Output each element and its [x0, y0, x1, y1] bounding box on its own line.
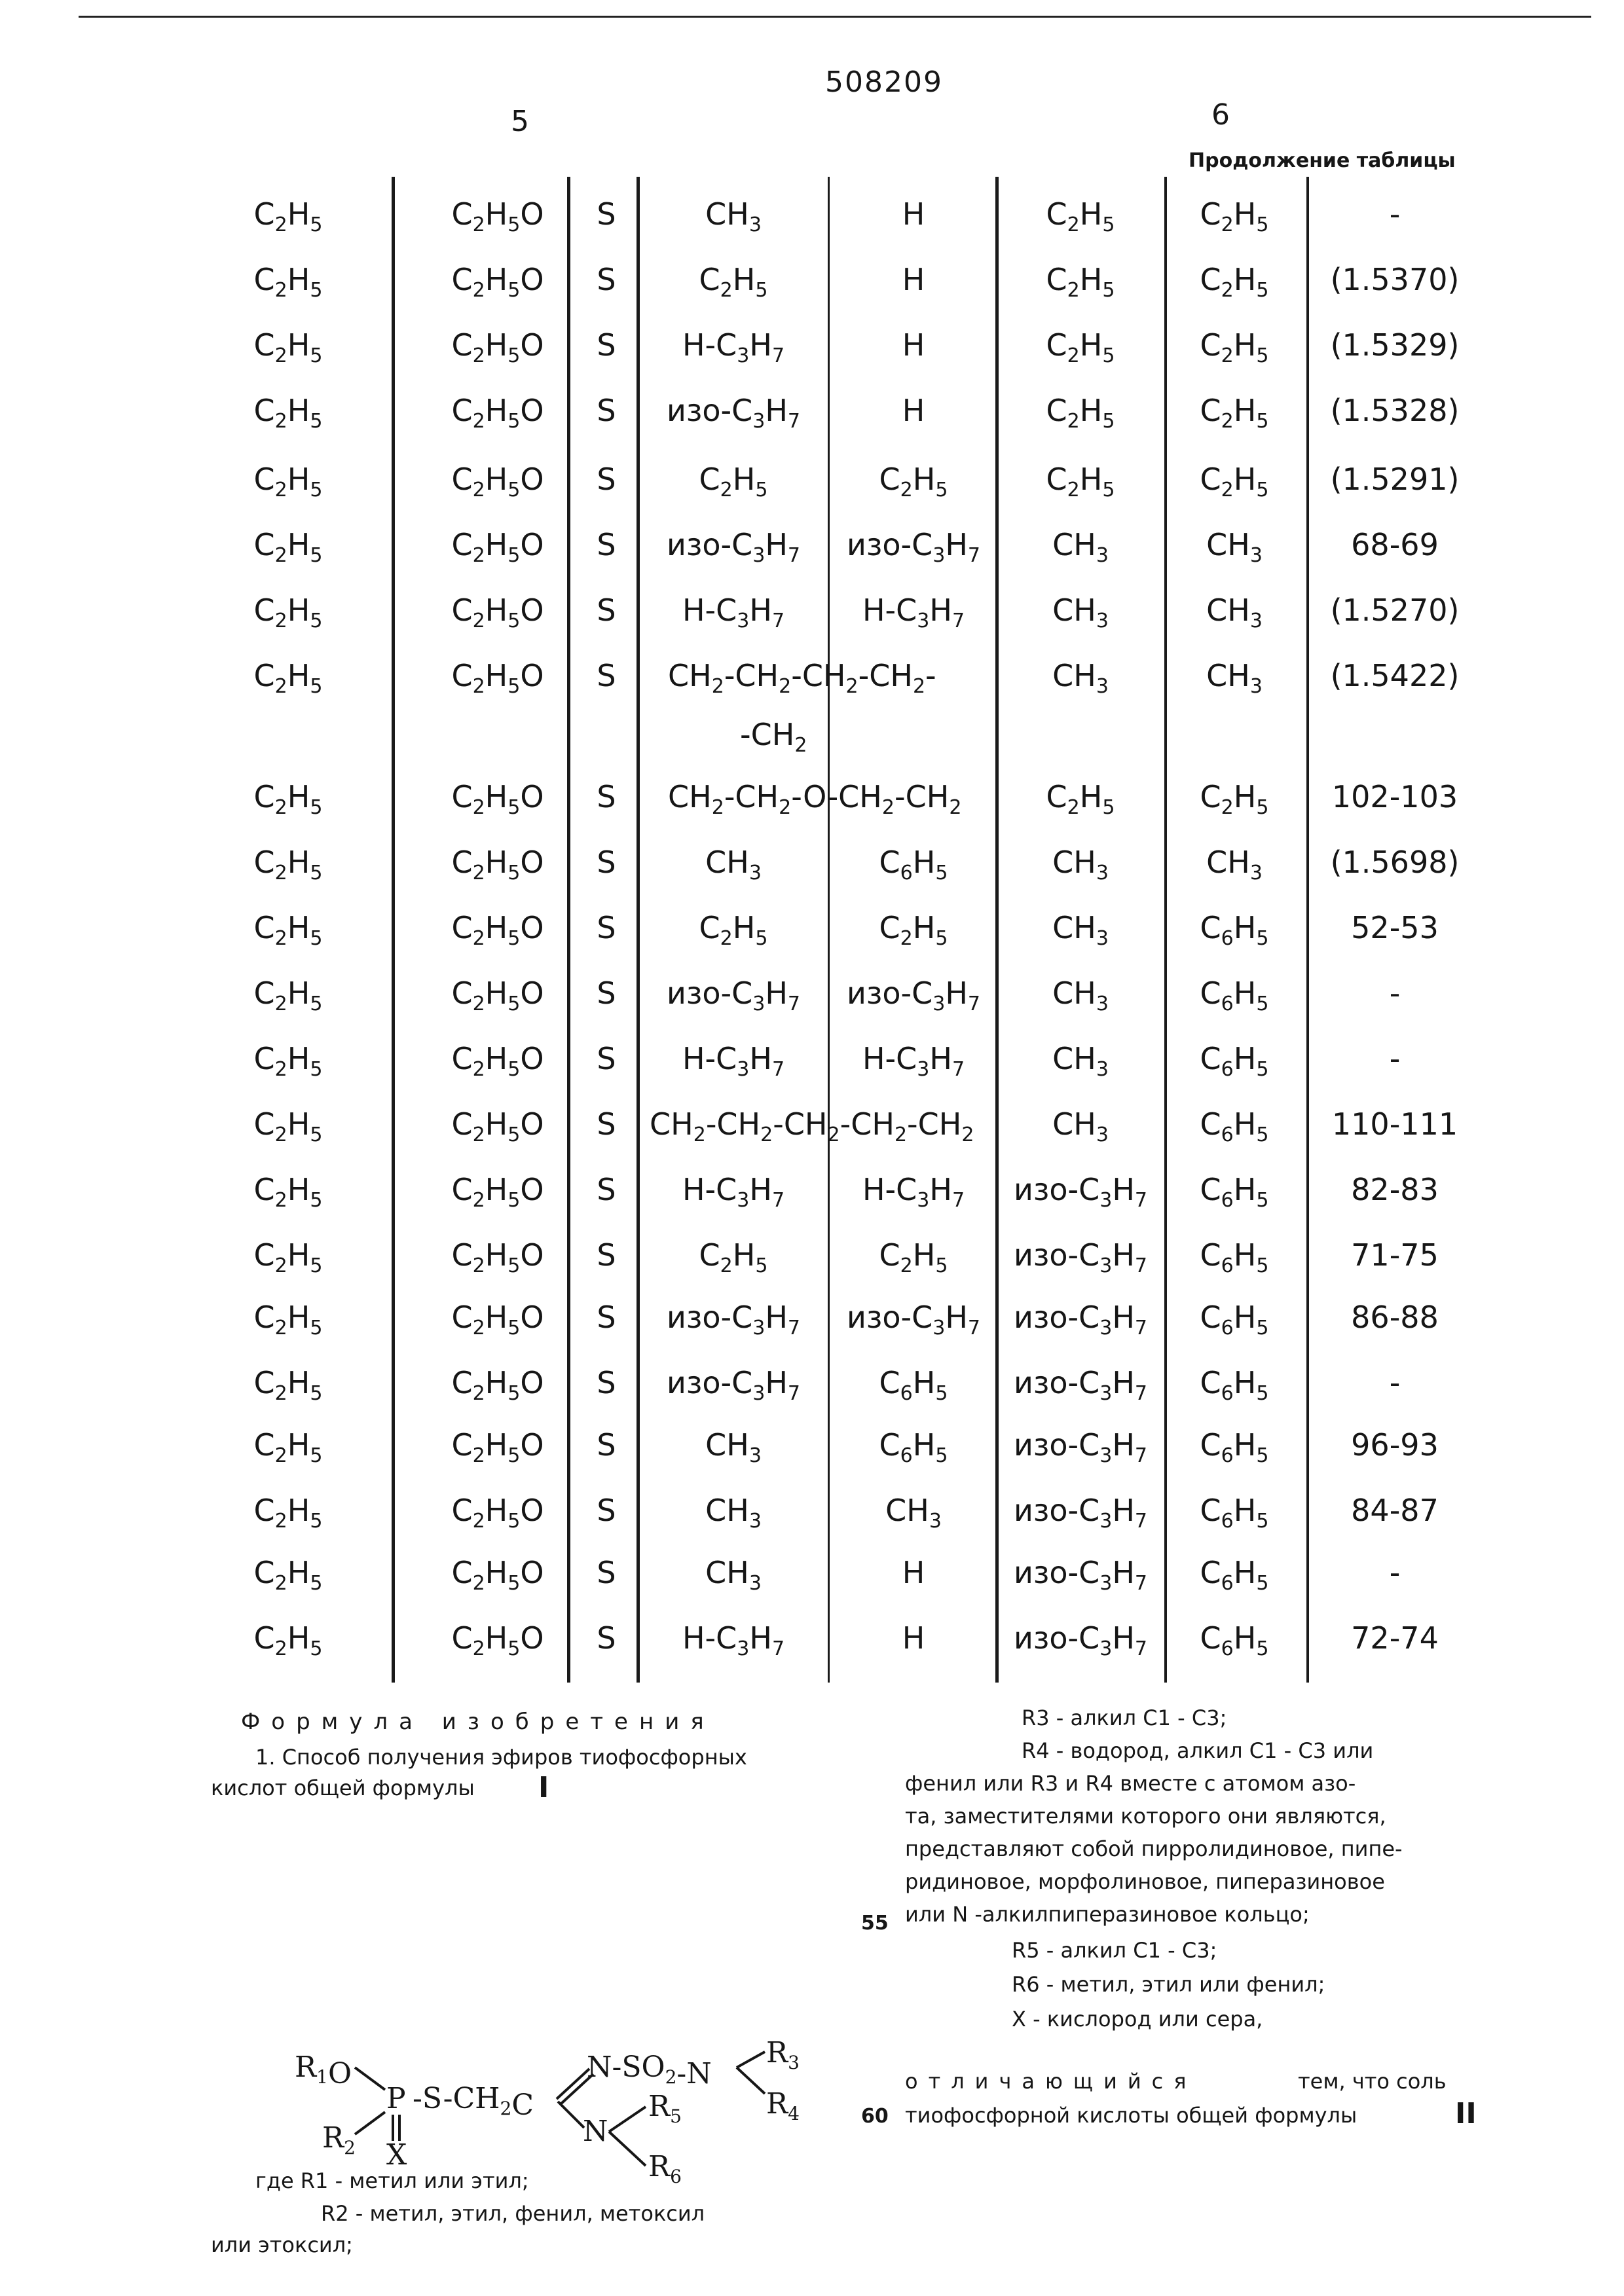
table-cell-x: S [597, 1620, 616, 1656]
table-cell-r1: $C_2H_5$ [253, 1300, 323, 1339]
formula-n2: N [583, 2115, 608, 2148]
table-cell-r5: $C_2H_5$ [1046, 196, 1115, 236]
table-cell-property: 52-53 [1351, 910, 1439, 945]
last-line: тиофосфорной кислоты общей формулы [905, 2103, 1357, 2128]
r5-definition: R5 - алкил C1 - C3; [1012, 1938, 1217, 1963]
table-cell-x: S [597, 1300, 616, 1335]
table-cell-r5: $CH_3$ [1052, 975, 1109, 1015]
table-cell-r3-left: изо-$C_3H_7$ [667, 975, 800, 1015]
table-cell-r3-right: $C_2H_5$ [879, 1237, 948, 1277]
table-cell-r6: $C_6H_5$ [1200, 1106, 1269, 1146]
formula-r1o: $R_1O$ [295, 2050, 352, 2090]
table-cell-r6: $C_6H_5$ [1200, 1300, 1269, 1339]
table-cell-r3-right: изо-$C_3H_7$ [847, 1300, 980, 1339]
table-cell-r5: изо-$C_3H_7$ [1014, 1620, 1147, 1660]
formula-r4: $R_4$ [766, 2087, 800, 2124]
table-cell-r5: изо-$C_3H_7$ [1014, 1237, 1147, 1277]
formula-r3: $R_3$ [766, 2036, 800, 2073]
table-cell-r3-right: $H-C_3H_7$ [862, 1041, 965, 1081]
table-cell-x: S [597, 527, 616, 562]
table-cell-r3-right: H [902, 1620, 925, 1656]
table-cell-r1: $C_2H_5$ [253, 262, 323, 302]
table-cell-r3-right: изо-$C_3H_7$ [847, 527, 980, 567]
distinguishing-word: отличающийся [905, 2069, 1197, 2094]
table-rule-6 [1164, 177, 1167, 1683]
table-cell-r5: $C_2H_5$ [1046, 262, 1115, 302]
table-cell-property: - [1389, 975, 1401, 1011]
r4-line-3: та, заместителями которого они являются, [905, 1804, 1386, 1829]
table-cell-r2-group: $C_2H_5O$ [451, 1237, 544, 1277]
table-cell-r6: $C_6H_5$ [1200, 1493, 1269, 1533]
table-rule-7 [1306, 177, 1309, 1683]
table-cell-x: S [597, 1427, 616, 1463]
claim-line-2: кислот общей формулы [211, 1776, 475, 1800]
table-cell-r1: $C_2H_5$ [253, 1493, 323, 1533]
table-cell-r2-group: $C_2H_5O$ [451, 658, 544, 698]
table-rule-4 [828, 177, 830, 1683]
table-cell-property: 82-83 [1351, 1172, 1439, 1207]
table-cell-property: 86-88 [1351, 1300, 1439, 1335]
table-cell-r5: изо-$C_3H_7$ [1014, 1493, 1147, 1533]
table-cell-property: (1.5370) [1330, 262, 1460, 297]
table-cell-r3-left: $H-C_3H_7$ [682, 327, 785, 367]
table-cell-x: S [597, 262, 616, 297]
table-cell-x: S [597, 975, 616, 1011]
table-cell-r6: $C_6H_5$ [1200, 1620, 1269, 1660]
table-cell-r3-left: $C_2H_5$ [699, 462, 768, 501]
r4-line-5: ридиновое, морфолиновое, пиперазиновое [905, 1869, 1385, 1894]
table-cell-r6: $C_6H_5$ [1200, 1041, 1269, 1081]
table-cell-r5: изо-$C_3H_7$ [1014, 1172, 1147, 1212]
table-cell-r3-left: $H-C_3H_7$ [682, 1041, 785, 1081]
r4-line-1: R4 - водород, алкил C1 - C3 или [1022, 1738, 1374, 1763]
table-cell-r1: $C_2H_5$ [253, 527, 323, 567]
line-number-55: 55 [861, 1912, 889, 1935]
table-cell-x: S [597, 1237, 616, 1273]
table-continuation-label: Продолжение таблицы [1189, 149, 1456, 172]
table-cell-r5: $C_2H_5$ [1046, 393, 1115, 433]
table-cell-r3-left: изо-$C_3H_7$ [667, 1300, 800, 1339]
table-cell-r3-left: $H-C_3H_7$ [682, 1172, 785, 1212]
table-cell-r6: $CH_3$ [1206, 592, 1263, 632]
table-cell-r3-right: $C_6H_5$ [879, 1365, 948, 1405]
table-cell-r6: $C_6H_5$ [1200, 1555, 1269, 1595]
formula-s-chain: $-S-CH_2C$ [413, 2082, 534, 2122]
table-cell-r6: $C_6H_5$ [1200, 910, 1269, 950]
table-rule-5 [995, 177, 999, 1683]
table-cell-r5: $CH_3$ [1052, 1041, 1109, 1081]
table-cell-property: (1.5270) [1330, 592, 1460, 628]
table-cell-r3-right: H [902, 327, 925, 363]
table-cell-r3-left: $-CH_2$ [740, 717, 807, 757]
table-cell-r1: $C_2H_5$ [253, 845, 323, 884]
table-cell-r3-right: $H-C_3H_7$ [862, 1172, 965, 1212]
table-cell-property: 110-111 [1331, 1106, 1458, 1142]
table-cell-r1: $C_2H_5$ [253, 592, 323, 632]
page-number-right: 6 [1211, 98, 1230, 132]
table-cell-r1: $C_2H_5$ [253, 658, 323, 698]
table-cell-x: S [597, 393, 616, 428]
table-cell-r3-right: H [902, 196, 925, 232]
table-cell-r3-left: $CH_2-CH_2-CH_2-CH_2-$ [668, 658, 936, 698]
table-cell-r2-group: $C_2H_5O$ [451, 527, 544, 567]
table-cell-x: S [597, 592, 616, 628]
table-cell-r3-left: изо-$C_3H_7$ [667, 393, 800, 433]
r3-definition: R3 - алкил C1 - C3; [1022, 1705, 1227, 1730]
table-cell-x: S [597, 845, 616, 880]
table-cell-x: S [597, 779, 616, 814]
table-cell-x: S [597, 1106, 616, 1142]
table-cell-r3-left: изо-$C_3H_7$ [667, 527, 800, 567]
r4-line-6: или N -алкилпиперазиновое кольцо; [905, 1902, 1310, 1927]
table-cell-r3-right: $C_6H_5$ [879, 845, 948, 884]
table-cell-r5: $CH_3$ [1052, 592, 1109, 632]
table-cell-r3-left: $C_2H_5$ [699, 262, 768, 302]
table-cell-r2-group: $C_2H_5O$ [451, 910, 544, 950]
table-cell-r1: $C_2H_5$ [253, 910, 323, 950]
table-cell-r2-group: $C_2H_5O$ [451, 1427, 544, 1467]
table-cell-r6: $C_2H_5$ [1200, 779, 1269, 819]
formula-r6: $R_6$ [648, 2150, 682, 2187]
table-cell-x: S [597, 1365, 616, 1400]
r4-line-2: фенил или R3 и R4 вместе с атомом азо- [905, 1771, 1356, 1796]
table-cell-r1: $C_2H_5$ [253, 1237, 323, 1277]
table-cell-r5: $CH_3$ [1052, 527, 1109, 567]
table-cell-r5: $C_2H_5$ [1046, 462, 1115, 501]
table-cell-r5: $CH_3$ [1052, 845, 1109, 884]
table-cell-r3-right: H [902, 393, 925, 428]
where-r1: где R1 - метил или этил; [255, 2168, 529, 2193]
table-cell-r6: $CH_3$ [1206, 527, 1263, 567]
table-cell-r6: $C_6H_5$ [1200, 1237, 1269, 1277]
table-cell-r3-left: $CH_3$ [705, 845, 762, 884]
table-cell-r3-left: изо-$C_3H_7$ [667, 1365, 800, 1405]
table-cell-r5: $C_2H_5$ [1046, 327, 1115, 367]
table-cell-r2-group: $C_2H_5O$ [451, 462, 544, 501]
table-cell-r1: $C_2H_5$ [253, 1427, 323, 1467]
last-formula-ref: II [1455, 2097, 1477, 2130]
table-cell-r5: $C_2H_5$ [1046, 779, 1115, 819]
formula-heading: Формула изобретения [241, 1709, 715, 1735]
table-cell-r1: $C_2H_5$ [253, 1172, 323, 1212]
table-cell-property: 84-87 [1351, 1493, 1439, 1528]
table-cell-r3-left: $CH_3$ [705, 1555, 762, 1595]
table-cell-x: S [597, 327, 616, 363]
table-cell-r5: $CH_3$ [1052, 658, 1109, 698]
table-cell-r6: $C_2H_5$ [1200, 196, 1269, 236]
table-cell-r3-right: $C_2H_5$ [879, 462, 948, 501]
table-cell-r1: $C_2H_5$ [253, 1555, 323, 1595]
table-cell-x: S [597, 196, 616, 232]
formula-r2: $R_2$ [322, 2121, 356, 2159]
table-cell-r1: $C_2H_5$ [253, 196, 323, 236]
table-cell-r3-left: $CH_3$ [705, 1493, 762, 1533]
table-cell-r3-left: $C_2H_5$ [699, 1237, 768, 1277]
patent-number: 508209 [825, 65, 943, 99]
table-cell-r2-group: $C_2H_5O$ [451, 393, 544, 433]
table-cell-r2-group: $C_2H_5O$ [451, 1493, 544, 1533]
table-cell-r5: изо-$C_3H_7$ [1014, 1555, 1147, 1595]
formula-r5: $R_5$ [648, 2090, 682, 2127]
table-cell-x: S [597, 462, 616, 497]
table-cell-r3-right: $C_2H_5$ [879, 910, 948, 950]
table-cell-r1: $C_2H_5$ [253, 1365, 323, 1405]
table-cell-r3-left: $CH_2-CH_2-O-CH_2-CH_2$ [668, 779, 962, 819]
table-cell-r1: $C_2H_5$ [253, 1620, 323, 1660]
table-cell-property: (1.5291) [1330, 462, 1460, 497]
table-cell-r6: $CH_3$ [1206, 845, 1263, 884]
table-cell-r2-group: $C_2H_5O$ [451, 975, 544, 1015]
table-cell-r3-right: $C_6H_5$ [879, 1427, 948, 1467]
line-number-60: 60 [861, 2105, 889, 2128]
table-cell-property: 72-74 [1351, 1620, 1439, 1656]
table-cell-r3-left: $H-C_3H_7$ [682, 592, 785, 632]
table-cell-r2-group: $C_2H_5O$ [451, 1620, 544, 1660]
table-cell-x: S [597, 1555, 616, 1590]
table-cell-r6: $C_6H_5$ [1200, 975, 1269, 1015]
table-cell-r2-group: $C_2H_5O$ [451, 262, 544, 302]
table-cell-property: (1.5329) [1330, 327, 1460, 363]
table-cell-r3-left: $CH_3$ [705, 1427, 762, 1467]
table-cell-r1: $C_2H_5$ [253, 975, 323, 1015]
r2-line-2: или этоксил; [211, 2232, 353, 2257]
claim-line-1: 1. Способ получения эфиров тиофосфорных [255, 1745, 747, 1770]
table-cell-r2-group: $C_2H_5O$ [451, 327, 544, 367]
formula-n-so2-n: $N-SO_2-N$ [587, 2050, 712, 2090]
table-cell-r2-group: $C_2H_5O$ [451, 1106, 544, 1146]
table-cell-x: S [597, 658, 616, 693]
table-cell-r2-group: $C_2H_5O$ [451, 1555, 544, 1595]
distinguishing-continuation: тем, что соль [1298, 2069, 1447, 2094]
table-cell-r2-group: $C_2H_5O$ [451, 196, 544, 236]
table-cell-r1: $C_2H_5$ [253, 393, 323, 433]
table-cell-r1: $C_2H_5$ [253, 327, 323, 367]
table-cell-r6: $C_6H_5$ [1200, 1365, 1269, 1405]
table-rule-3 [637, 177, 640, 1683]
table-cell-property: 68-69 [1351, 527, 1439, 562]
claim-formula-ref: I [538, 1771, 549, 1804]
table-cell-property: (1.5422) [1330, 658, 1460, 693]
table-cell-property: 102-103 [1331, 779, 1458, 814]
table-cell-r3-left: $H-C_3H_7$ [682, 1620, 785, 1660]
table-cell-property: - [1389, 196, 1401, 232]
top-rule [79, 16, 1591, 18]
table-cell-property: (1.5328) [1330, 393, 1460, 428]
table-cell-property: - [1389, 1365, 1401, 1400]
formula-x: X [386, 2138, 407, 2172]
table-cell-r2-group: $C_2H_5O$ [451, 1041, 544, 1081]
table-cell-r3-right: $CH_3$ [885, 1493, 942, 1533]
table-cell-r5: $CH_3$ [1052, 910, 1109, 950]
table-cell-r3-left: $CH_2-CH_2-CH_2-CH_2-CH_2$ [650, 1106, 974, 1146]
table-cell-r5: изо-$C_3H_7$ [1014, 1427, 1147, 1467]
table-cell-r6: $C_6H_5$ [1200, 1172, 1269, 1212]
table-cell-x: S [597, 1172, 616, 1207]
table-cell-r2-group: $C_2H_5O$ [451, 1300, 544, 1339]
r4-line-4: представляют собой пирролидиновое, пипе- [905, 1836, 1403, 1861]
table-cell-r2-group: $C_2H_5O$ [451, 1365, 544, 1405]
table-cell-r5: $CH_3$ [1052, 1106, 1109, 1146]
table-cell-x: S [597, 1041, 616, 1076]
x-definition: X - кислород или сера, [1012, 2007, 1263, 2032]
table-cell-r3-right: H [902, 1555, 925, 1590]
table-cell-r2-group: $C_2H_5O$ [451, 779, 544, 819]
table-cell-r6: $CH_3$ [1206, 658, 1263, 698]
table-cell-r3-right: изо-$C_3H_7$ [847, 975, 980, 1015]
table-rule-2 [567, 177, 570, 1683]
table-cell-r2-group: $C_2H_5O$ [451, 1172, 544, 1212]
table-cell-r2-group: $C_2H_5O$ [451, 592, 544, 632]
table-cell-r1: $C_2H_5$ [253, 779, 323, 819]
table-cell-r2-group: $C_2H_5O$ [451, 845, 544, 884]
table-cell-r6: $C_2H_5$ [1200, 462, 1269, 501]
table-cell-property: 71-75 [1351, 1237, 1439, 1273]
table-cell-r1: $C_2H_5$ [253, 1041, 323, 1081]
formula-p: P [386, 2082, 406, 2115]
table-cell-r3-left: $C_2H_5$ [699, 910, 768, 950]
table-cell-r6: $C_2H_5$ [1200, 327, 1269, 367]
table-cell-property: 96-93 [1351, 1427, 1439, 1463]
table-cell-property: - [1389, 1041, 1401, 1076]
table-cell-x: S [597, 910, 616, 945]
table-cell-r5: изо-$C_3H_7$ [1014, 1365, 1147, 1405]
table-cell-r1: $C_2H_5$ [253, 1106, 323, 1146]
page-number-left: 5 [511, 105, 529, 138]
table-cell-r5: изо-$C_3H_7$ [1014, 1300, 1147, 1339]
table-cell-property: - [1389, 1555, 1401, 1590]
r6-definition: R6 - метил, этил или фенил; [1012, 1972, 1325, 1997]
table-cell-property: (1.5698) [1330, 845, 1460, 880]
table-cell-r1: $C_2H_5$ [253, 462, 323, 501]
table-cell-r3-right: H [902, 262, 925, 297]
table-cell-r3-right: $H-C_3H_7$ [862, 592, 965, 632]
table-cell-r6: $C_6H_5$ [1200, 1427, 1269, 1467]
r2-line-1: R2 - метил, этил, фенил, метоксил [321, 2201, 705, 2226]
table-rule-1 [392, 177, 395, 1683]
table-cell-r6: $C_2H_5$ [1200, 393, 1269, 433]
table-cell-r3-left: $CH_3$ [705, 196, 762, 236]
table-cell-r6: $C_2H_5$ [1200, 262, 1269, 302]
table-cell-x: S [597, 1493, 616, 1528]
